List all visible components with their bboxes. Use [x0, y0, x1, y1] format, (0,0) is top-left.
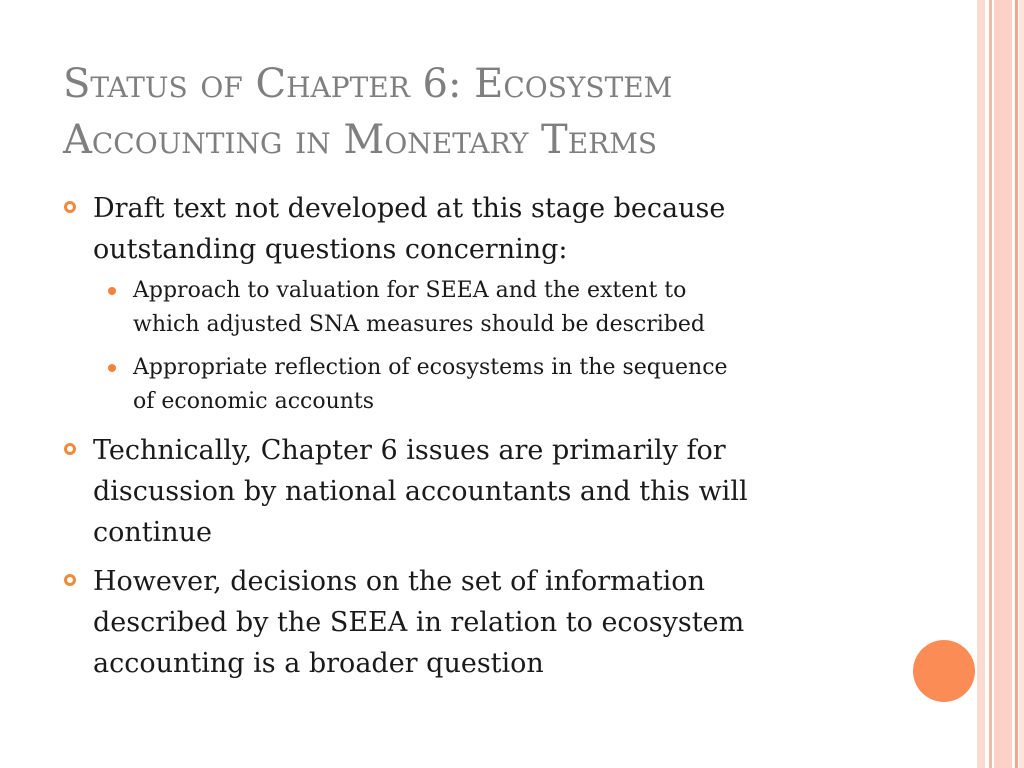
sub-bullet-text-line: Approach to valuation for SEEA and the extent to [133, 278, 687, 303]
ring-bullet-icon [64, 574, 76, 586]
bullet-text-line: Draft text not developed at this stage because [93, 193, 726, 224]
bullet-text-line: outstanding questions concerning: [93, 234, 568, 265]
decorative-stripe [989, 0, 992, 768]
bullet-item [0, 561, 883, 684]
ring-bullet-icon [64, 201, 76, 213]
sub-bullet-text-line: Appropriate reflection of ecosystems in the sequence [133, 355, 728, 380]
sub-bullet-text-line: which adjusted SNA measures should be described [133, 312, 705, 337]
sub-bullet-text-line: of economic accounts [133, 389, 375, 414]
bullet-text-line: accounting is a broader question [93, 648, 544, 679]
bullet-text-line: discussion by national accountants and this will [93, 476, 748, 507]
bullet-text-line: described by the SEEA in relation to ecosystem [93, 607, 745, 638]
decorative-stripe [1015, 0, 1018, 768]
dot-bullet-icon [108, 364, 116, 372]
sub-bullet-item [0, 351, 873, 419]
bullet-text-line: continue [93, 517, 213, 548]
bullet-item [0, 188, 883, 270]
ring-bullet-icon [64, 443, 76, 455]
bullet-text-line: Technically, Chapter 6 issues are primarily for [93, 435, 726, 466]
decorative-stripe [977, 0, 985, 768]
slide-title [63, 56, 943, 168]
dot-bullet-icon [108, 287, 116, 295]
bullet-item [0, 430, 883, 553]
slide-title-line: Accounting in Monetary Terms [63, 117, 658, 163]
decorative-stripe [994, 0, 1012, 768]
decorative-stripe [1019, 0, 1024, 768]
sub-bullet-item [0, 274, 873, 342]
bullet-list [0, 188, 960, 684]
bullet-text-line: However, decisions on the set of information [93, 566, 705, 597]
slide-title-line: Status of Chapter 6: Ecosystem [63, 61, 673, 107]
